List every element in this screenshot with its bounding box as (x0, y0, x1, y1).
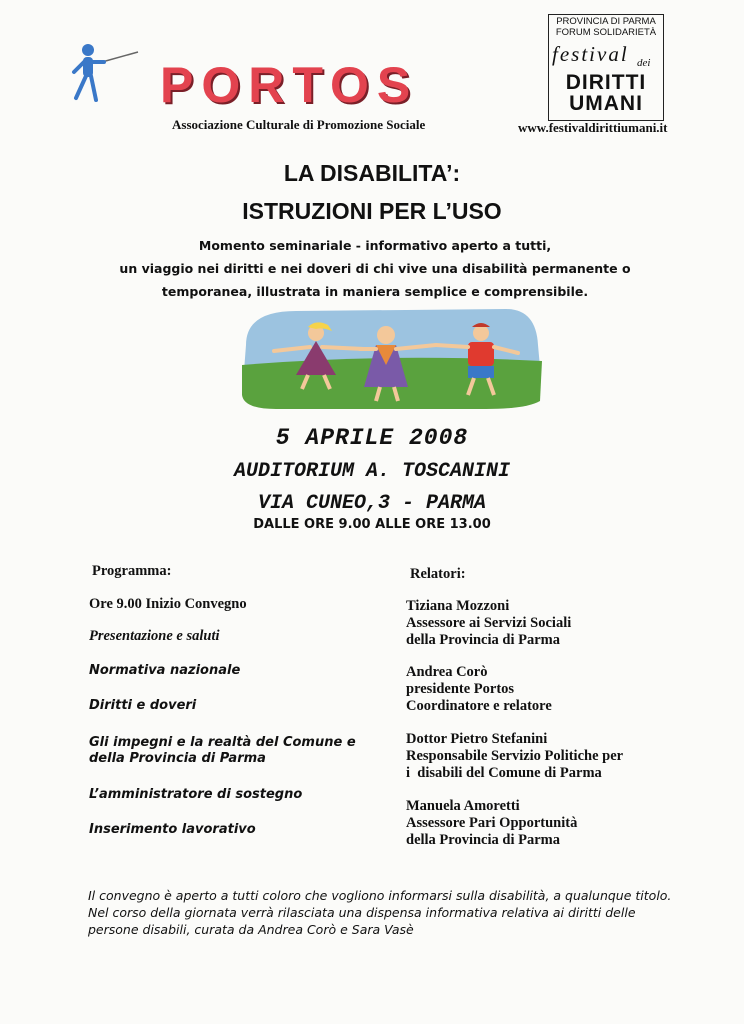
event-date: 5 APRILE 2008 (275, 425, 469, 451)
speaker-entry (406, 798, 577, 849)
program-item: Diritti e doveri (89, 698, 197, 713)
festival-dei: dei (637, 57, 651, 69)
program-item: L’amministratore di sostegno (89, 787, 303, 802)
festival-forum: FORUM SOLIDARIETÀ (555, 27, 657, 38)
children-holding-hands-illustration (236, 305, 546, 410)
speaker-role: Responsabile Servizio Politiche per (406, 748, 624, 764)
festival-umani: UMANI (569, 92, 643, 115)
festival-word: festival (552, 42, 629, 66)
festival-title (550, 72, 662, 114)
footer-note (88, 887, 718, 938)
program-item: della Provincia di Parma (89, 751, 266, 766)
festival-province: PROVINCIA DI PARMA (556, 16, 656, 27)
program-item: Presentazione e saluti (89, 628, 220, 644)
event-venue: AUDITORIUM A. TOSCANINI (233, 460, 511, 483)
speaker-role: della Provincia di Parma (406, 632, 560, 648)
speaker-name: Dottor Pietro Stefanini (406, 731, 548, 747)
intro-line: un viaggio nei diritti e nei doveri di chi vive una disabilità permanente o (119, 261, 631, 276)
speaker-role: della Provincia di Parma (406, 832, 560, 848)
page-title-line2: ISTRUZIONI PER L’USO (242, 198, 502, 224)
speaker-name: Manuela Amoretti (406, 798, 520, 814)
speakers-heading: Relatori: (410, 566, 466, 582)
speaker-name: Tiziana Mozzoni (406, 598, 510, 614)
event-hours: DALLE ORE 9.00 ALLE ORE 13.00 (253, 517, 491, 532)
event-address: VIA CUNEO,3 - PARMA (257, 492, 487, 515)
festival-url: www.festivaldirittiumani.it (518, 120, 668, 135)
program-item: Ore 9.00 Inizio Convegno (89, 596, 247, 612)
speaker-role: Coordinatore e relatore (406, 698, 552, 714)
program-heading: Programma: (92, 563, 172, 579)
speaker-entry (406, 664, 552, 715)
program-item: Normativa nazionale (89, 663, 241, 678)
speaker-entry (406, 731, 623, 782)
intro-line: temporanea, illustrata in maniera semplice e comprensibile. (161, 284, 589, 299)
intro-text (110, 234, 640, 303)
speaker-name: Andrea Corò (406, 664, 488, 680)
speaker-role: Assessore ai Servizi Sociali (406, 615, 572, 631)
page-title-line1: LA DISABILITA’: (283, 160, 461, 186)
speaker-role: presidente Portos (406, 681, 515, 697)
speaker-role: i disabili del Comune di Parma (406, 765, 602, 781)
intro-line: Momento seminariale - informativo aperto a tutti, (198, 238, 552, 253)
fencer-figure-icon (66, 40, 142, 112)
speaker-entry (406, 598, 571, 649)
association-subtitle: Associazione Culturale di Promozione Sociale (172, 117, 426, 132)
footer-line: Il convegno è aperto a tutti coloro che vogliono informarsi sulla disabilità, a qualunque titolo. (88, 888, 672, 903)
speaker-role: Assessore Pari Opportunità (406, 815, 578, 831)
portos-logo: PORTOS (160, 57, 419, 113)
footer-line: Nel corso della giornata verrà rilasciata una dispensa informativa relativa ai diritti delle (88, 905, 636, 920)
program-item: Gli impegni e la realtà del Comune e (89, 735, 356, 750)
festival-org (552, 16, 660, 38)
festival-diritti: DIRITTI (565, 71, 647, 94)
footer-line: persone disabili, curata da Andrea Corò e Sara Vasè (88, 922, 414, 937)
program-item: Inserimento lavorativo (89, 822, 256, 837)
